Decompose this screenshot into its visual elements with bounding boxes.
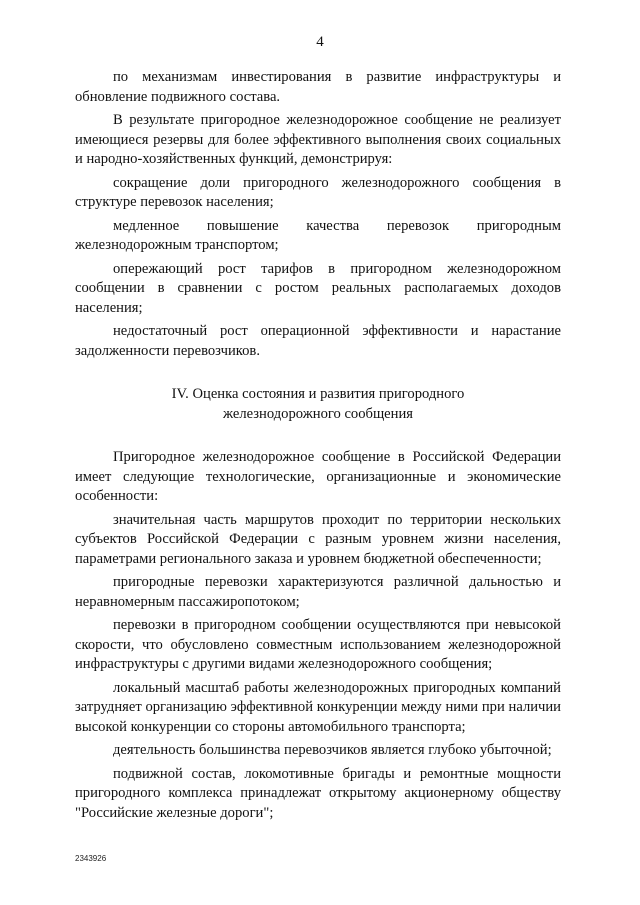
section-heading (75, 385, 561, 424)
paragraph-investment-continuation: по механизмам инвестирования в развитие инфраструктуры и обновление подвижного состава. (75, 69, 561, 105)
section-heading-line-1: IV. Оценка состояния и развития пригородного (171, 386, 465, 402)
list-item-slow-quality: медленное повышение качества перевозок пригородным железнодорожным транспортом; (75, 217, 561, 253)
list-item-competition: локальный масштаб работы железнодорожных пригородных компаний затрудняет организацию эффективной конкуренции между ними при наличии высокой конкуренции со стороны автомобильного транспорта; (75, 679, 561, 735)
paragraph-reserves-intro: В результате пригородное железнодорожное сообщение не реализует имеющиеся резервы для более эффективного выполнения своих социальных и народно-хозяйственных функций, демонстрируя: (75, 112, 561, 167)
list-item-efficiency-debt: недостаточный рост операционной эффективности и нарастание задолженности перевозчиков. (75, 323, 561, 359)
list-item-speed: перевозки в пригородном сообщении осуществляются при невысокой скорости, что обусловлено совместным использованием железнодорожной инфраструктуры с другими видами железнодорожного сообщения; (75, 617, 561, 672)
list-item-routes: значительная часть маршрутов проходит по территории нескольких субъектов Российской Федерации с разным уровнем жизни населения, параметрами регионального заказа и уровнем бюджетной обеспеченности; (75, 511, 561, 567)
document-code: 2343926 (75, 854, 107, 863)
document-body (75, 68, 561, 827)
page-number: 4 (316, 34, 324, 50)
paragraph-features-intro: Пригородное железнодорожное сообщение в Российской Федерации имеет следующие технологические, организационные и экономические особенности: (75, 449, 561, 504)
section-heading-line-2: железнодорожного сообщения (222, 405, 413, 422)
list-item-unprofitable: деятельность большинства перевозчиков является глубоко убыточной; (113, 742, 552, 758)
list-item-tariff-growth: опережающий рост тарифов в пригородном железнодорожном сообщении в сравнении с ростом реальных располагаемых доходов населения; (75, 260, 561, 316)
list-item-distance: пригородные перевозки характеризуются различной дальностью и неравномерным пассажиропотоком; (75, 574, 561, 610)
list-item-share-decline: сокращение доли пригородного железнодорожного сообщения в структуре перевозок населения; (75, 174, 561, 210)
list-item-ownership: подвижной состав, локомотивные бригады и ремонтные мощности пригородного комплекса принадлежат открытому акционерному обществу "Российские железные дороги"; (75, 765, 561, 821)
